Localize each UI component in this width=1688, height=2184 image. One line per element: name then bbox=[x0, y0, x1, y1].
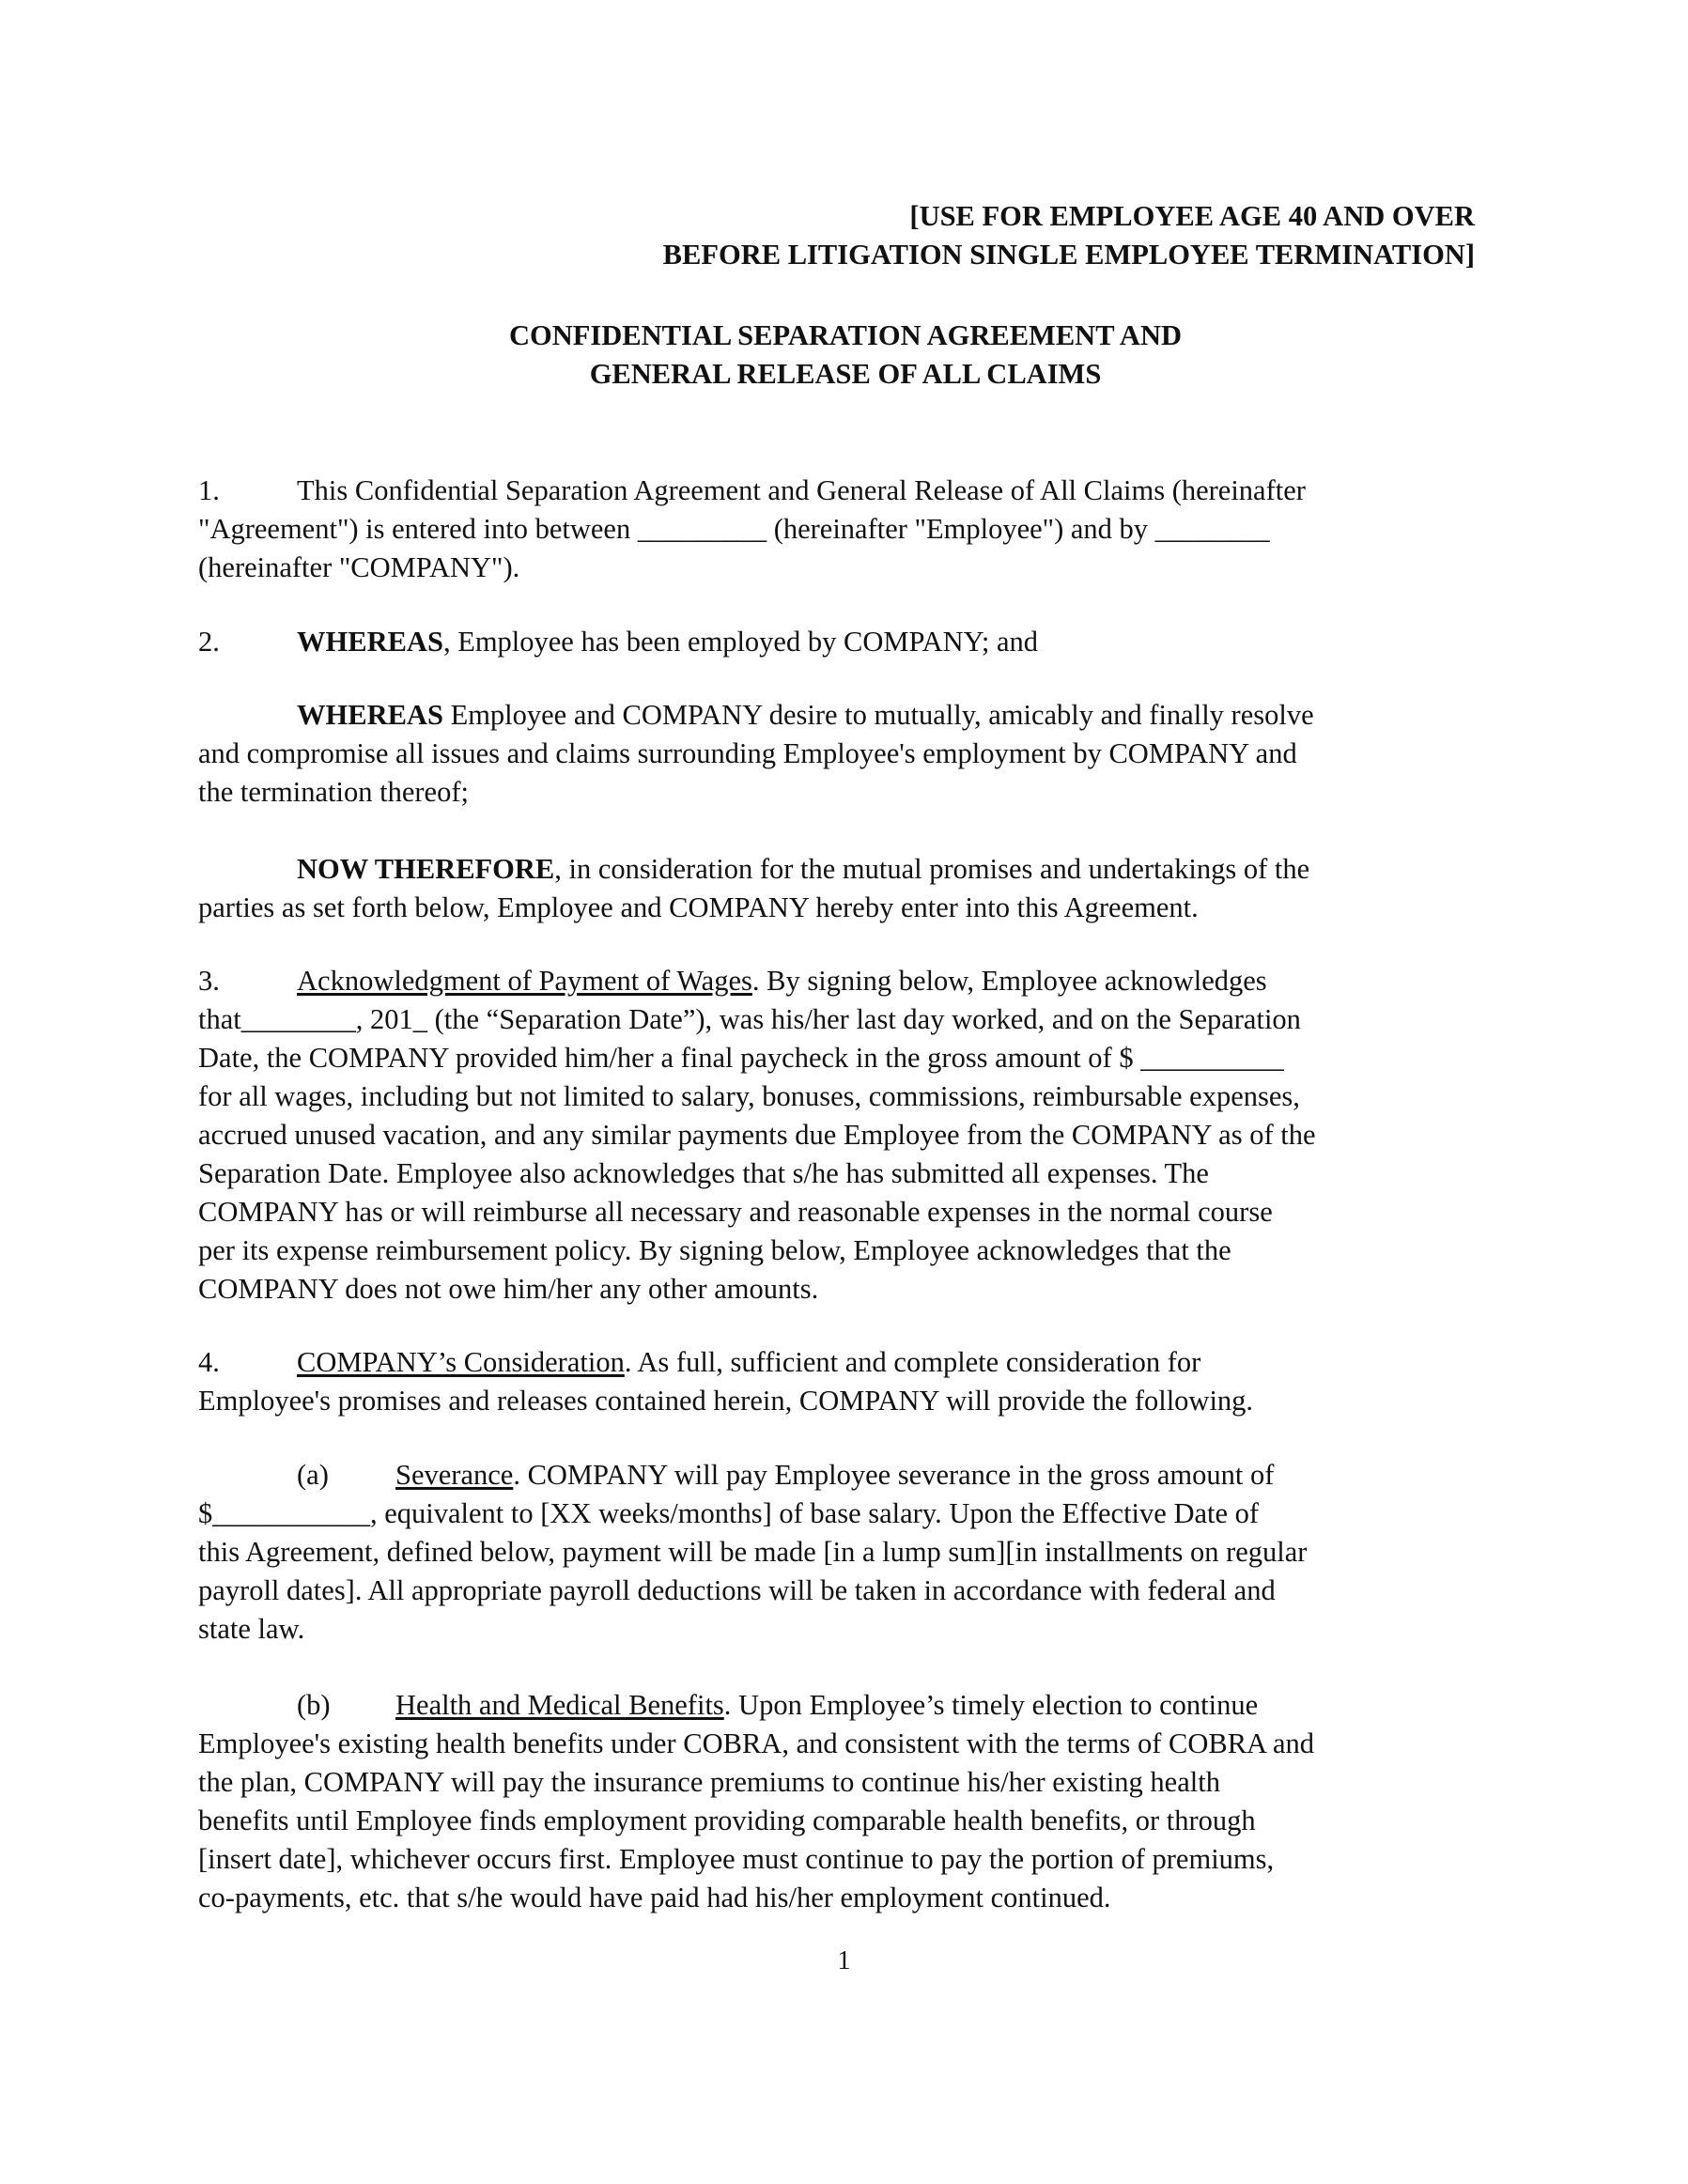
subsection-4b-line-2: Employee's existing health benefits under COBRA, and consistent with the terms of COBRA and bbox=[198, 1727, 1315, 1759]
section-3-line-3: Date, the COMPANY provided him/her a final paycheck in the gross amount of $ __________ bbox=[198, 1042, 1284, 1074]
subsection-label: (b) bbox=[297, 1689, 331, 1721]
section-3-line-8: per its expense reimbursement policy. By signing below, Employee acknowledges that the bbox=[198, 1234, 1231, 1266]
subsection-4a-line-4: payroll dates]. All appropriate payroll deductions will be taken in accordance with federal and bbox=[198, 1574, 1276, 1606]
recital-line-1: Employee and COMPANY desire to mutually, amicably and finally resolve bbox=[442, 699, 1314, 731]
recital-line-2: and compromise all issues and claims surrounding Employee's employment by COMPANY and bbox=[198, 737, 1297, 769]
section-2 bbox=[198, 623, 1494, 661]
section-3-line-6: Separation Date. Employee also acknowledges that s/he has submitted all expenses. The bbox=[198, 1157, 1209, 1189]
subsection-4b-line-3: the plan, COMPANY will pay the insurance premiums to continue his/her existing health bbox=[198, 1766, 1220, 1798]
title-line-1: CONFIDENTIAL SEPARATION AGREEMENT AND bbox=[508, 319, 1183, 351]
section-number: 3. bbox=[198, 965, 220, 997]
subsection-4a bbox=[198, 1456, 1494, 1649]
section-heading: Acknowledgment of Payment of Wages bbox=[297, 965, 752, 997]
section-number: 4. bbox=[198, 1346, 220, 1378]
subsection-heading: Health and Medical Benefits bbox=[395, 1689, 724, 1721]
section-3-line-9: COMPANY does not owe him/her any other amounts. bbox=[198, 1273, 819, 1305]
usage-note bbox=[526, 197, 1475, 274]
subsection-4b-line-5: [insert date], whichever occurs first. Employee must continue to pay the portion of premiums, bbox=[198, 1843, 1275, 1875]
page-number: 1 bbox=[837, 1946, 851, 1975]
subsection-label: (a) bbox=[297, 1459, 329, 1491]
section-3 bbox=[198, 962, 1494, 1309]
section-number: 1. bbox=[198, 474, 220, 506]
title-line-2: GENERAL RELEASE OF ALL CLAIMS bbox=[589, 358, 1102, 390]
section-4 bbox=[198, 1343, 1494, 1420]
section-number: 2. bbox=[198, 626, 220, 658]
section-3-line-5: accrued unused vacation, and any similar payments due Employee from the COMPANY as of the bbox=[198, 1119, 1316, 1151]
subsection-4b bbox=[198, 1686, 1494, 1917]
usage-note-line-2: BEFORE LITIGATION SINGLE EMPLOYEE TERMINATION] bbox=[662, 239, 1475, 271]
recital-now-therefore bbox=[198, 850, 1494, 927]
recital-line-2: parties as set forth below, Employee and COMPANY hereby enter into this Agreement. bbox=[198, 891, 1199, 923]
subsection-4b-line-6: co-payments, etc. that s/he would have paid had his/her employment continued. bbox=[198, 1882, 1111, 1913]
whereas-keyword: WHEREAS bbox=[297, 626, 443, 658]
section-heading: COMPANY’s Consideration bbox=[297, 1346, 625, 1378]
section-1-line-1: This Confidential Separation Agreement and General Release of All Claims (hereinafter bbox=[297, 474, 1306, 506]
recital-whereas bbox=[198, 696, 1494, 812]
section-4-line-2: Employee's promises and releases contained herein, COMPANY will provide the following. bbox=[198, 1385, 1254, 1417]
subsection-4a-line-5: state law. bbox=[198, 1613, 305, 1645]
section-1-line-3: (hereinafter "COMPANY"). bbox=[198, 551, 520, 583]
section-3-line-7: COMPANY has or will reimburse all necessary and reasonable expenses in the normal course bbox=[198, 1196, 1273, 1228]
document-title bbox=[282, 317, 1409, 394]
section-1-line-2: "Agreement") is entered into between _________ (hereinafter "Employee") and by ________ bbox=[198, 513, 1270, 545]
subsection-4a-line-3: this Agreement, defined below, payment will be made [in a lump sum][in installments on regular bbox=[198, 1536, 1308, 1568]
subsection-4a-line-2: $___________, equivalent to [XX weeks/months] of base salary. Upon the Effective Date of bbox=[198, 1497, 1260, 1529]
section-3-line-1: . By signing below, Employee acknowledges bbox=[751, 965, 1267, 997]
section-1 bbox=[198, 472, 1494, 587]
now-therefore-keyword: NOW THEREFORE bbox=[297, 853, 555, 885]
recital-line-1: , in consideration for the mutual promises and undertakings of the bbox=[554, 853, 1310, 885]
subsection-4b-line-1: . Upon Employee’s timely election to continue bbox=[723, 1689, 1259, 1721]
section-4-line-1: . As full, sufficient and complete consideration for bbox=[624, 1346, 1201, 1378]
section-2-text: , Employee has been employed by COMPANY; and bbox=[442, 626, 1039, 658]
subsection-heading: Severance bbox=[395, 1459, 514, 1491]
subsection-4b-line-4: benefits until Employee finds employment providing comparable health benefits, or through bbox=[198, 1805, 1256, 1836]
recital-line-3: the termination thereof; bbox=[198, 776, 469, 808]
section-3-line-2: that________, 201_ (the “Separation Date”), was his/her last day worked, and on the Separation bbox=[198, 1003, 1301, 1035]
subsection-4a-line-1: . COMPANY will pay Employee severance in the gross amount of bbox=[513, 1459, 1275, 1491]
section-3-line-4: for all wages, including but not limited to salary, bonuses, commissions, reimbursable expenses, bbox=[198, 1080, 1300, 1112]
usage-note-line-1: [USE FOR EMPLOYEE AGE 40 AND OVER bbox=[909, 200, 1475, 232]
whereas-keyword: WHEREAS bbox=[297, 699, 443, 731]
